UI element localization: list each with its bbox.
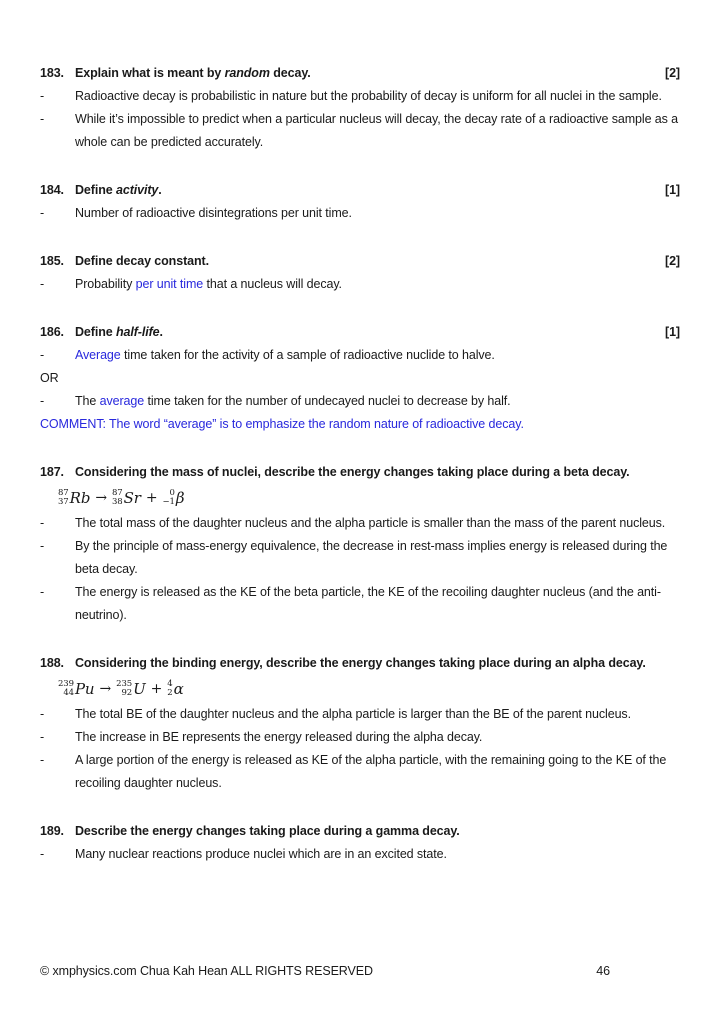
question-block [40, 62, 680, 154]
nuclide-scripts [116, 680, 132, 699]
nuclide [167, 680, 183, 699]
copyright-text: © xmphysics.com Chua Kah Hean ALL RIGHTS RESERVED [40, 964, 373, 978]
bullet-text [75, 581, 680, 627]
bullet-text-part: The energy is released as the KE of the beta particle, the KE of the recoiling daughter nucleus (and the anti-neutrino). [75, 585, 661, 622]
bullet-text [75, 726, 680, 749]
bullet-text-part: The increase in BE represents the energy released during the alpha decay. [75, 730, 483, 744]
question-block [40, 250, 680, 296]
answer-bullet [40, 108, 680, 154]
question-title-part: Considering the mass of nuclei, describe the energy changes taking place during a beta decay. [75, 465, 630, 479]
bullet-dash: - [40, 707, 45, 721]
answer-bullet [40, 703, 680, 726]
question-block [40, 652, 680, 795]
question-block [40, 461, 680, 627]
equation-operator: → [99, 681, 112, 697]
question-title [75, 461, 680, 484]
mass-number: 4 [167, 678, 173, 689]
or-text-part: OR [40, 371, 59, 385]
bullet-text-part: Average [75, 348, 121, 362]
question-number: 189. [40, 824, 64, 838]
answer-bullet [40, 273, 680, 296]
element-symbol: U [133, 679, 146, 698]
bullet-dash: - [40, 516, 45, 530]
question-heading [40, 820, 680, 843]
or-label [40, 367, 680, 390]
question-marks: [1] [665, 325, 680, 339]
nuclide-scripts [58, 680, 74, 699]
bullet-text [75, 390, 680, 413]
equation-operator: → [95, 490, 107, 506]
question-number: 188. [40, 656, 64, 670]
element-symbol: Rb [69, 488, 91, 507]
bullet-dash: - [40, 277, 45, 291]
bullet-dash: - [40, 753, 45, 767]
bullet-text-part: time taken for the activity of a sample of radioactive nuclide to halve. [120, 348, 495, 362]
nuclide [116, 680, 145, 699]
bullet-text [75, 535, 680, 581]
bullet-text-part: The total mass of the daughter nucleus and the alpha particle is smaller than the mass of the parent nucleus. [75, 516, 666, 530]
question-block [40, 179, 680, 225]
nuclide [58, 489, 90, 508]
answer-bullet [40, 726, 680, 749]
bullet-text-part: Radioactive decay is probabilistic in nature but the probability of decay is uniform for all nuclei in the sample. [75, 89, 662, 103]
question-title-part: activity [115, 183, 159, 197]
bullet-text [75, 273, 680, 296]
answer-bullet [40, 843, 680, 866]
question-title-part: Describe the energy changes taking place during a gamma decay. [75, 824, 460, 838]
question-title-part: decay. [269, 66, 311, 80]
question-block [40, 321, 680, 436]
atomic-number: 44 [63, 688, 74, 698]
question-title [75, 62, 653, 85]
question-heading [40, 62, 680, 85]
answer-bullet [40, 535, 680, 581]
bullet-text-part: Number of radioactive disintegrations per unit time. [75, 206, 352, 220]
question-title-part: Define decay constant. [75, 254, 209, 268]
questions-container [40, 62, 680, 866]
question-title-part: . [159, 325, 163, 339]
bullet-text-part: Many nuclear reactions produce nuclei which are in an excited state. [75, 847, 447, 861]
question-block [40, 820, 680, 866]
question-heading [40, 321, 680, 344]
answer-bullet [40, 85, 680, 108]
bullet-dash: - [40, 539, 45, 553]
question-title [75, 652, 680, 675]
answer-bullet [40, 581, 680, 627]
bullet-dash: - [40, 348, 45, 362]
bullet-text-part: By the principle of mass-energy equivalence, the decrease in rest-mass implies energy is released during the beta decay. [75, 539, 668, 576]
answer-bullet [40, 202, 680, 225]
bullet-text-part: The [75, 394, 100, 408]
comment-text-part: COMMENT: The word “average” is to emphasize the random nature of radioactive decay. [40, 417, 524, 431]
nuclide-scripts [58, 489, 69, 508]
question-number: 184. [40, 183, 64, 197]
comment-text [40, 413, 680, 436]
question-title-part: Explain what is meant by [75, 66, 225, 80]
bullet-text [75, 749, 680, 795]
bullet-dash: - [40, 89, 45, 103]
bullet-dash: - [40, 112, 45, 126]
bullet-dash: - [40, 847, 45, 861]
bullet-dash: - [40, 206, 45, 220]
question-number: 187. [40, 465, 64, 479]
nuclide [112, 489, 141, 508]
answer-bullet [40, 512, 680, 535]
question-title-part: . [158, 183, 162, 197]
mass-number: 0 [169, 487, 175, 498]
equation-operator: + [145, 490, 158, 506]
atomic-number: 2 [167, 688, 173, 698]
atomic-number: −1 [162, 497, 175, 507]
nuclide-scripts [167, 680, 172, 699]
question-title-part: Define [75, 183, 116, 197]
nuclide [58, 680, 95, 699]
nuclide-scripts [112, 489, 123, 508]
question-heading [40, 179, 680, 202]
question-title [75, 179, 653, 202]
nuclear-equation [58, 675, 680, 703]
atomic-number: 92 [121, 688, 133, 698]
question-title-part: random [224, 66, 270, 80]
question-title [75, 321, 653, 344]
bullet-dash: - [40, 730, 45, 744]
question-marks: [1] [665, 183, 680, 197]
element-symbol: α [173, 679, 184, 698]
mass-number: 87 [111, 487, 123, 498]
page-footer [40, 960, 684, 983]
bullet-text [75, 512, 680, 535]
bullet-text-part: The total BE of the daughter nucleus and the alpha particle is larger than the BE of the parent nucleus. [75, 707, 631, 721]
question-heading [40, 461, 680, 484]
question-number: 185. [40, 254, 64, 268]
question-heading [40, 250, 680, 273]
question-title-part: Considering the binding energy, describe the energy changes taking place during an alpha decay. [75, 656, 646, 670]
bullet-text [75, 108, 680, 154]
bullet-text [75, 344, 680, 367]
nuclide-scripts [162, 489, 174, 508]
question-marks: [2] [665, 66, 680, 80]
bullet-text-part: average [99, 394, 145, 408]
element-symbol: Sr [123, 488, 141, 507]
bullet-dash: - [40, 394, 45, 408]
question-title [75, 820, 680, 843]
bullet-text [75, 843, 680, 866]
bullet-text-part: that a nucleus will decay. [203, 277, 342, 291]
answer-bullet [40, 344, 680, 367]
nuclear-equation [58, 484, 680, 512]
question-heading [40, 652, 680, 675]
page-number: 46 [596, 964, 610, 978]
bullet-text [75, 703, 680, 726]
element-symbol: Pu [74, 679, 95, 698]
question-number: 186. [40, 325, 64, 339]
bullet-dash: - [40, 585, 45, 599]
answer-bullet [40, 749, 680, 795]
question-marks: [2] [665, 254, 680, 268]
bullet-text [75, 85, 680, 108]
nuclide [162, 489, 184, 508]
atomic-number: 38 [111, 497, 123, 507]
bullet-text [75, 202, 680, 225]
bullet-text-part: While it’s impossible to predict when a particular nucleus will decay, the decay rate of a radioactive sample as a whole can be predicted accurately. [75, 112, 679, 149]
atomic-number: 37 [58, 497, 69, 507]
mass-number: 239 [58, 678, 74, 689]
mass-number: 87 [58, 487, 69, 498]
element-symbol: β [175, 488, 185, 507]
question-title [75, 250, 653, 273]
bullet-text-part: time taken for the number of undecayed nuclei to decrease by half. [144, 394, 511, 408]
answer-bullet [40, 390, 680, 413]
question-title-part: half-life [115, 325, 160, 339]
mass-number: 235 [116, 678, 133, 689]
bullet-text-part: per unit time [135, 277, 204, 291]
question-title-part: Define [75, 325, 116, 339]
equation-operator: + [150, 681, 163, 697]
bullet-text-part: Probability [75, 277, 136, 291]
bullet-text-part: A large portion of the energy is released as KE of the alpha particle, with the remaining going to the KE of the recoiling daughter nucleus. [75, 753, 667, 790]
question-number: 183. [40, 66, 64, 80]
